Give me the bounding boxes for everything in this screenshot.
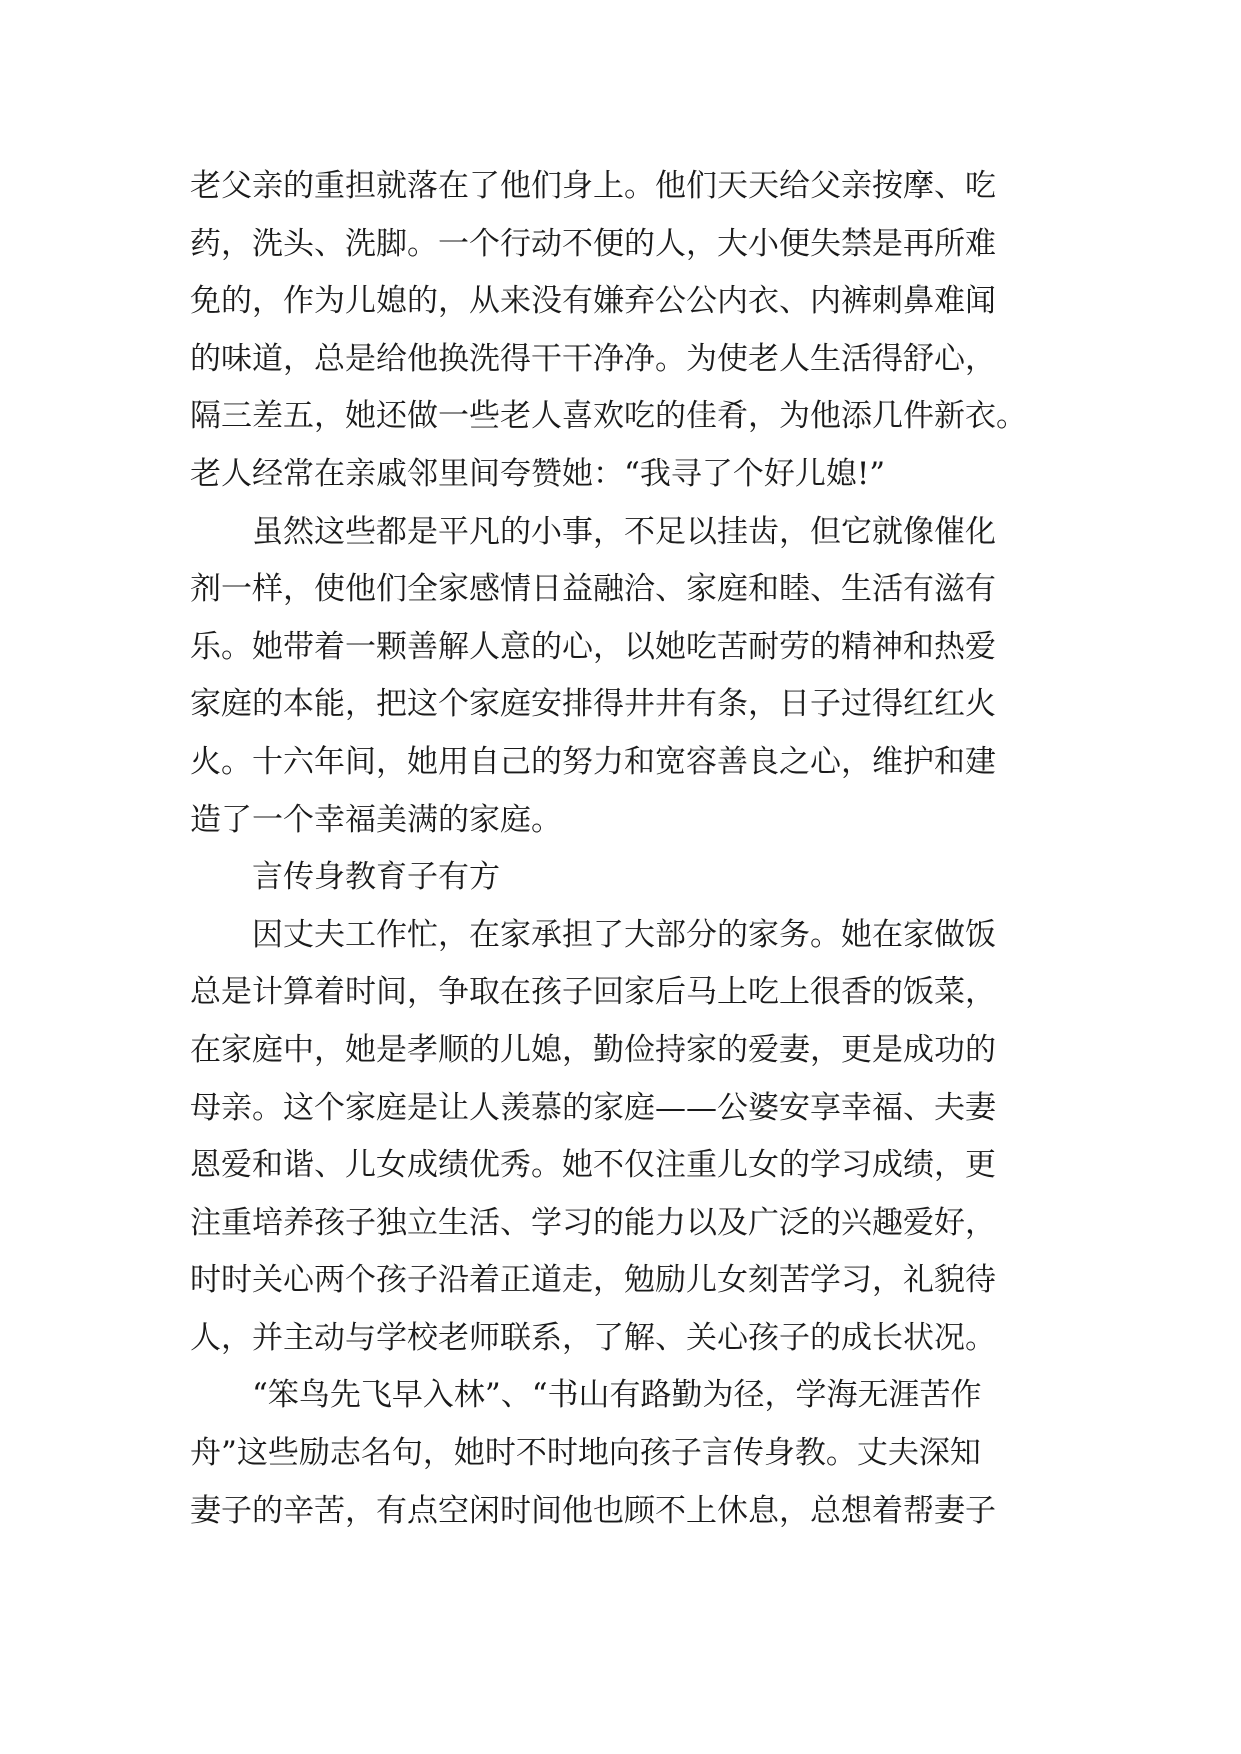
text-line: 虽然这些都是平凡的小事，不足以挂齿，但它就像催化 bbox=[252, 513, 996, 550]
text-line: “笨鸟先飞早入林”、“书山有路勤为径，学海无涯苦作 bbox=[252, 1377, 982, 1414]
text-line: 总是计算着时间，争取在孩子回家后马上吃上很香的饭菜， bbox=[190, 974, 996, 1011]
text-line: 火。十六年间，她用自己的努力和宽容善良之心，维护和建 bbox=[190, 743, 996, 780]
section-heading-text: 言传身教育子有方 bbox=[252, 859, 500, 896]
paragraph-3 bbox=[190, 907, 1052, 1368]
text-line: 隔三差五，她还做一些老人喜欢吃的佳肴，为他添几件新衣。 bbox=[190, 398, 1027, 435]
paragraph-4 bbox=[190, 1367, 1052, 1540]
text-line: 母亲。这个家庭是让人羡慕的家庭——公婆安享幸福、夫妻 bbox=[190, 1089, 996, 1126]
text-line: 药，洗头、洗脚。一个行动不便的人，大小便失禁是再所难 bbox=[190, 225, 996, 262]
text-line: 因丈夫工作忙，在家承担了大部分的家务。她在家做饭 bbox=[252, 916, 996, 953]
paragraph-2 bbox=[190, 504, 1052, 850]
text-line: 家庭的本能，把这个家庭安排得井井有条，日子过得红红火 bbox=[190, 686, 996, 723]
text-line: 的味道，总是给他换洗得干干净净。为使老人生活得舒心， bbox=[190, 340, 996, 377]
text-line: 舟”这些励志名句，她时不时地向孩子言传身教。丈夫深知 bbox=[190, 1435, 981, 1472]
text-line: 恩爱和谐、儿女成绩优秀。她不仅注重儿女的学习成绩，更 bbox=[190, 1147, 996, 1184]
text-line: 在家庭中，她是孝顺的儿媳，勤俭持家的爱妻，更是成功的 bbox=[190, 1031, 996, 1068]
text-line: 注重培养孩子独立生活、学习的能力以及广泛的兴趣爱好， bbox=[190, 1204, 996, 1241]
text-line: 老人经常在亲戚邻里间夸赞她：“我寻了个好儿媳!” bbox=[190, 455, 886, 492]
document-body bbox=[190, 158, 1052, 1540]
text-line: 妻子的辛苦，有点空闲时间他也顾不上休息，总想着帮妻子 bbox=[190, 1492, 996, 1529]
text-line: 乐。她带着一颗善解人意的心，以她吃苦耐劳的精神和热爱 bbox=[190, 628, 996, 665]
text-line: 人，并主动与学校老师联系，了解、关心孩子的成长状况。 bbox=[190, 1319, 996, 1356]
section-heading bbox=[190, 849, 1052, 907]
text-line: 剂一样，使他们全家感情日益融洽、家庭和睦、生活有滋有 bbox=[190, 571, 996, 608]
text-line: 时时关心两个孩子沿着正道走，勉励儿女刻苦学习，礼貌待 bbox=[190, 1262, 996, 1299]
text-line: 免的，作为儿媳的，从来没有嫌弃公公内衣、内裤刺鼻难闻 bbox=[190, 283, 996, 320]
text-line: 造了一个幸福美满的家庭。 bbox=[190, 801, 562, 838]
paragraph-1 bbox=[190, 158, 1052, 504]
text-line: 老父亲的重担就落在了他们身上。他们天天给父亲按摩、吃 bbox=[190, 168, 996, 204]
